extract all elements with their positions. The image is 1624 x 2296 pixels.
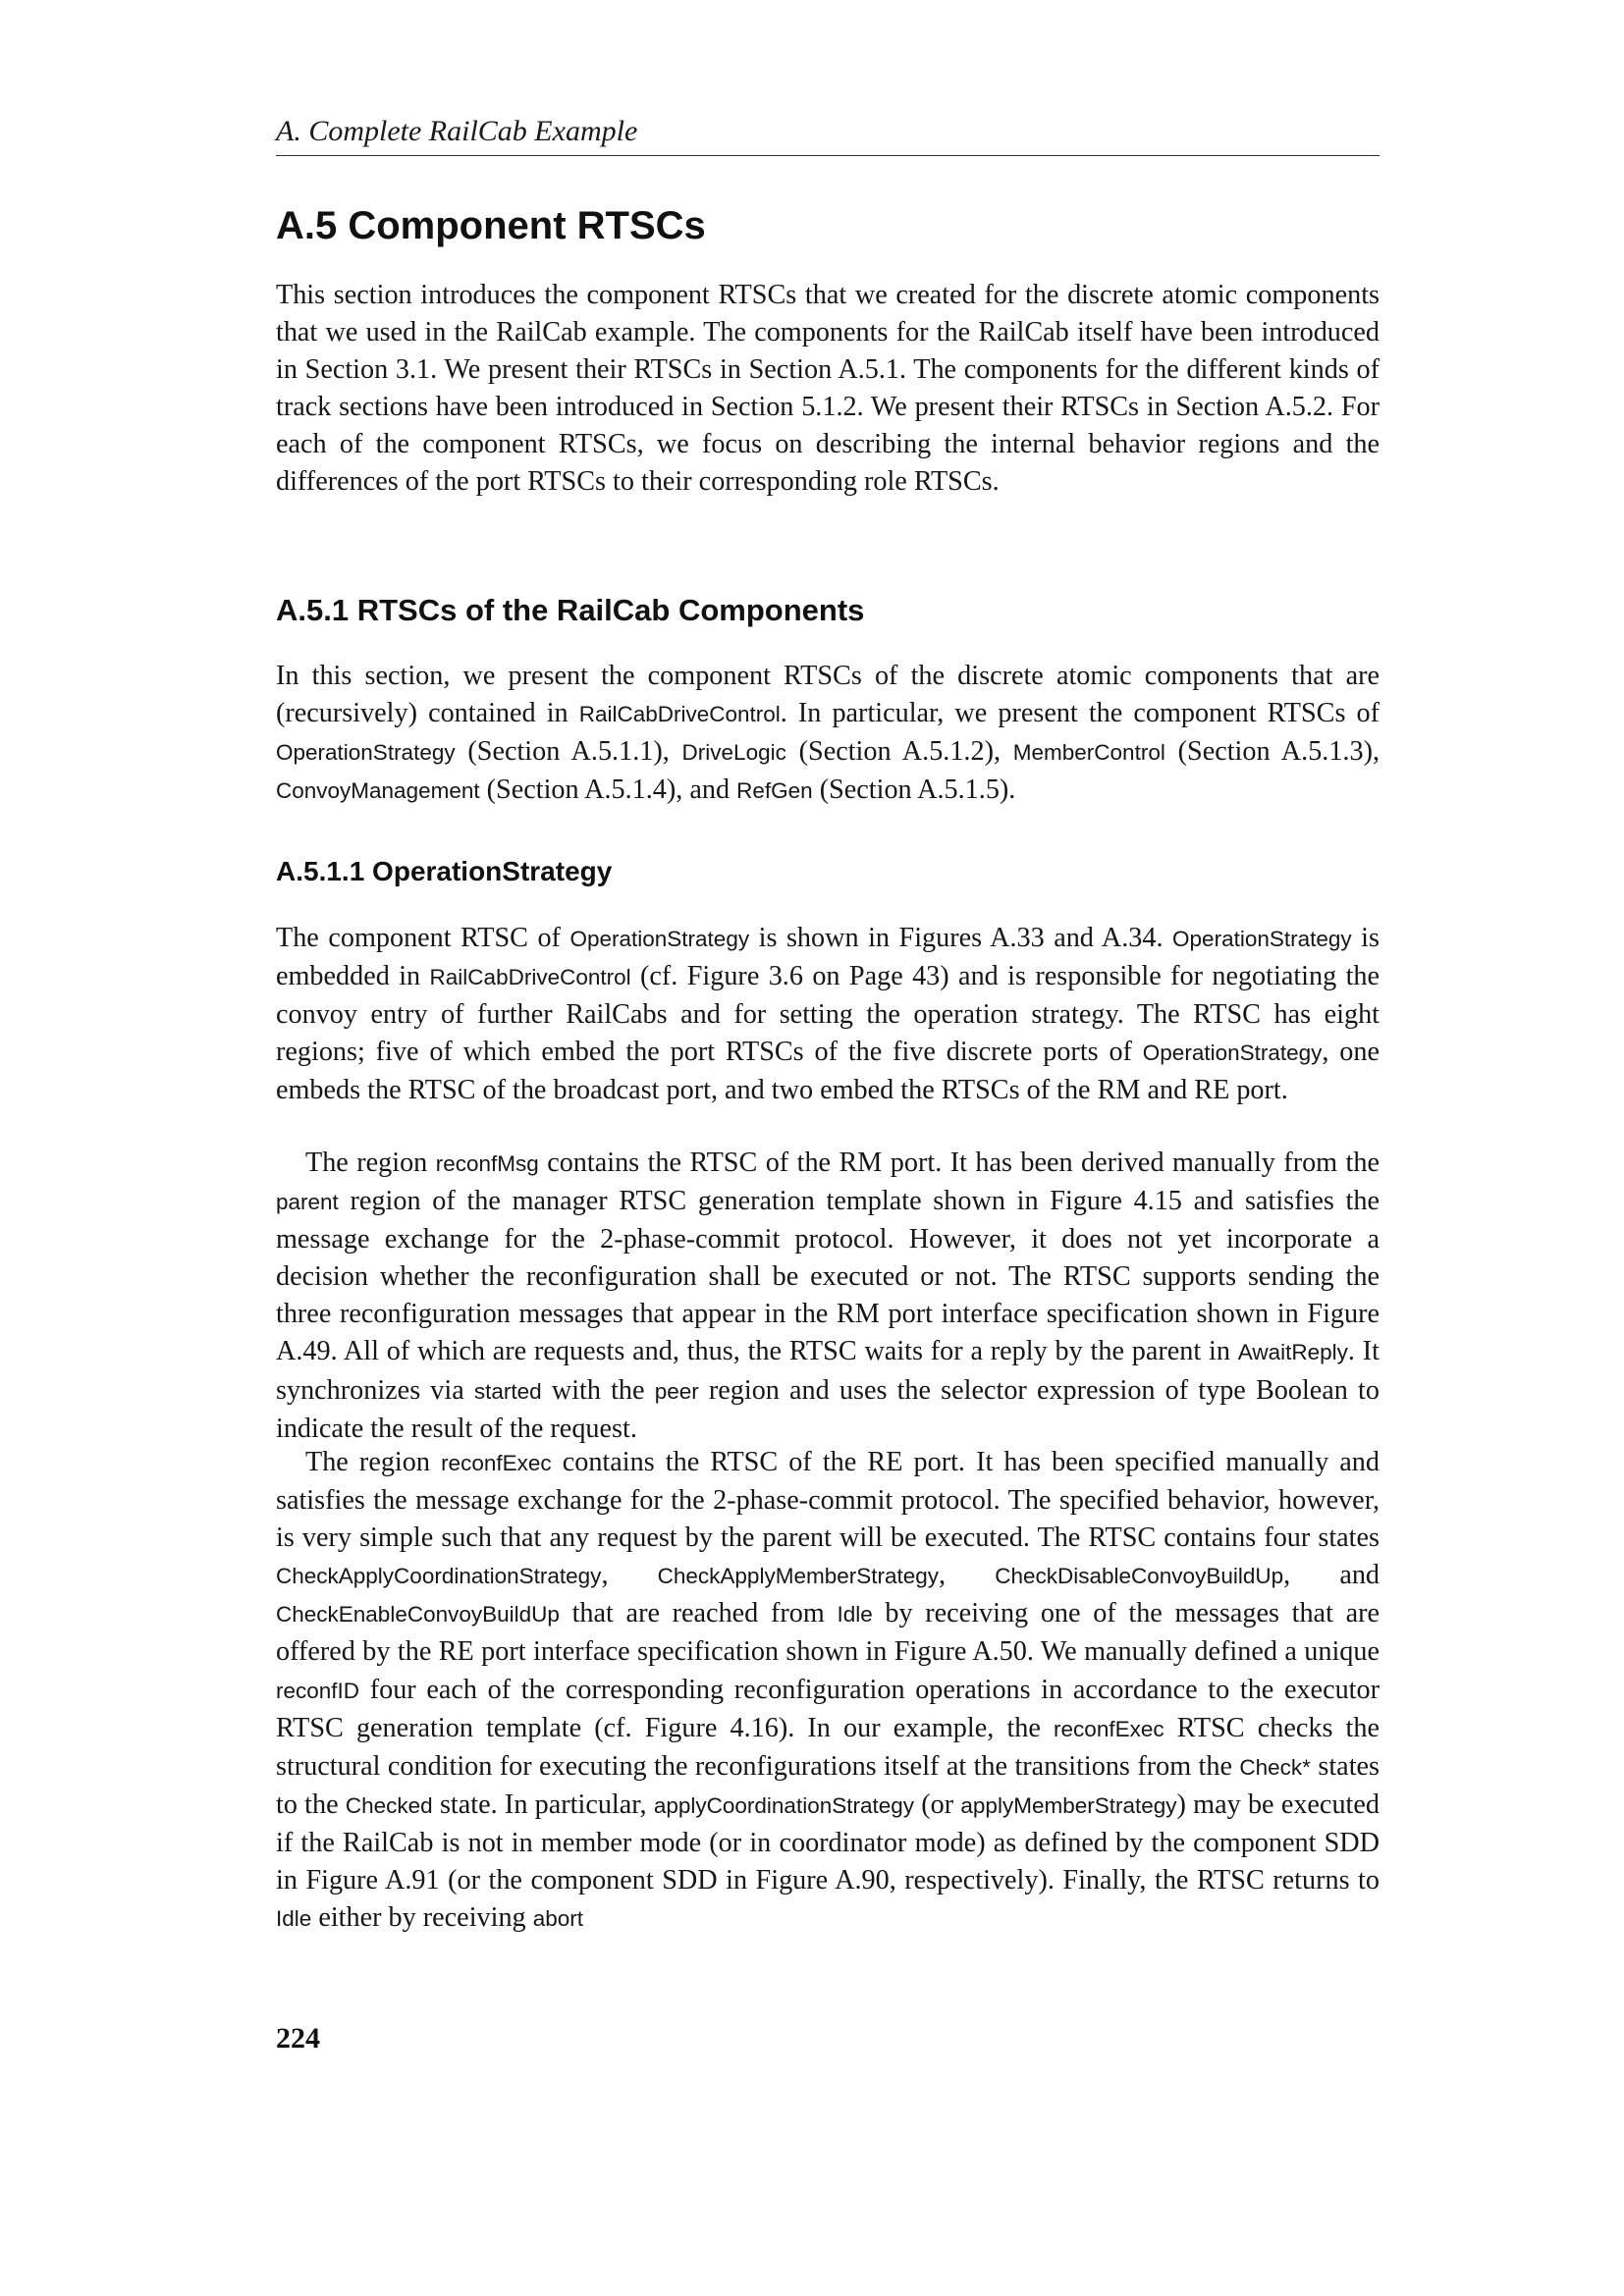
subsection-heading: A.5.1 RTSCs of the RailCab Components	[276, 593, 865, 627]
code-term: applyCoordinationStrategy	[653, 1792, 915, 1818]
operationstrategy-paragraph-3	[276, 1444, 1380, 1938]
text-run: (Section A.5.1.2),	[785, 736, 1013, 768]
text-run: (Section A.5.1.4), and	[479, 774, 737, 806]
text-run: The region	[305, 1148, 436, 1178]
code-term: OperationStrategy	[569, 927, 750, 951]
text-run: (Section A.5.1.5).	[812, 774, 1016, 806]
subsubsection-heading: A.5.1.1 OperationStrategy	[276, 856, 613, 886]
text-run: In this section, we present the component RTSCs of the discrete atomic components that are (recursively) contained in	[276, 661, 1380, 729]
text-run: with the	[541, 1374, 655, 1406]
section-intro-paragraph: This section introduces the component RTSCs that we created for the discrete atomic components that we used in the RailCab example. The components for the RailCab itself have been introduced in Section 3.1. We present their RTSCs in Section A.5.1. The components for the different kinds of track sections have been introduced in Section 5.1.2. We present their RTSCs in Section A.5.2. For each of the component RTSCs, we focus on describing the internal behavior regions and the differences of the port RTSCs to their corresponding role RTSCs.	[276, 280, 1380, 498]
text-run: either by receiving	[311, 1902, 533, 1934]
operationstrategy-paragraph-2	[276, 1145, 1380, 1448]
text-run: , one embeds the RTSC of the broadcast port, and two embed the RTSCs of the RM and RE port.	[276, 1037, 1380, 1106]
code-term: CheckApplyCoordinationStrategy	[276, 1564, 602, 1589]
text-run: ) may be executed if the RailCab is not in member mode (or in coordinator mode) as defined by the component SDD in Figure A.91 (or the component SDD in Figure A.90, respectively). Finally, the RTSC returns to	[276, 1789, 1380, 1896]
text-run: by receiving one of the messages that are offered by the RE port interface specification shown in Figure A.50. We manually defined a unique	[276, 1598, 1380, 1668]
text-run: states to the	[276, 1750, 1380, 1820]
text-run: (Section A.5.1.3),	[1164, 736, 1380, 768]
text-run: region and uses the selector expression of type Boolean to indicate the result of the request.	[276, 1374, 1380, 1444]
code-term: Checked	[345, 1792, 433, 1818]
text-run: contains the RTSC of the RM port. It has been derived manually from the	[538, 1148, 1380, 1178]
code-term: reconfExec	[441, 1451, 552, 1475]
text-run: (or	[914, 1789, 961, 1820]
code-term: CheckEnableConvoyBuildUp	[276, 1602, 560, 1628]
text-run: (cf. Figure 3.6 on Page 43) and is responsible for negotiating the convoy entry of further RailCabs and for setting the operation strategy. The RTSC has eight regions; five of which embed the port RTSCs of the five discrete ports of	[276, 961, 1380, 1068]
text-run: . It synchronizes via	[276, 1336, 1380, 1406]
text-run: that are reached from	[559, 1598, 838, 1629]
code-term: reconfID	[276, 1678, 360, 1703]
text-run: The component RTSC of	[276, 923, 570, 953]
running-head: A. Complete RailCab Example	[276, 114, 1380, 156]
code-term: RefGen	[736, 778, 813, 804]
code-term: started	[473, 1378, 542, 1404]
page-number: 224	[276, 2022, 320, 2055]
code-term: DriveLogic	[681, 740, 786, 766]
code-term: abort	[532, 1906, 583, 1932]
code-term: peer	[654, 1378, 699, 1404]
code-term: Check*	[1239, 1754, 1311, 1780]
text-run: contains the RTSC of the RE port. It has been specified manually and satisfies the message exchange for the 2-phase-commit protocol. The specified behavior, however, is very simple such that any request by the parent will be executed. The RTSC contains four states	[276, 1447, 1380, 1554]
text-run: RTSC checks the structural condition for executing the reconfigurations itself at the transitions from the	[276, 1712, 1380, 1782]
operationstrategy-paragraph-1	[276, 920, 1380, 1109]
code-term: CheckDisableConvoyBuildUp	[995, 1564, 1284, 1589]
code-term: CheckApplyMemberStrategy	[657, 1564, 940, 1589]
text-run: ,	[601, 1560, 658, 1591]
text-run: state. In particular,	[432, 1789, 654, 1820]
text-run: . In particular, we present the component RTSCs of	[780, 698, 1380, 729]
code-term: OperationStrategy	[276, 740, 456, 766]
subsection-paragraph	[276, 658, 1380, 810]
text-run: ,	[939, 1560, 996, 1591]
code-term: AwaitReply	[1237, 1340, 1348, 1365]
text-run: (Section A.5.1.1),	[455, 736, 682, 768]
code-term: OperationStrategy	[1172, 927, 1352, 951]
code-term: Idle	[276, 1906, 312, 1932]
code-term: Idle	[837, 1602, 873, 1628]
text-run: is shown in Figures A.33 and A.34.	[749, 923, 1173, 953]
code-term: MemberControl	[1012, 740, 1165, 766]
code-term: applyMemberStrategy	[960, 1792, 1177, 1818]
section-heading: A.5 Component RTSCs	[276, 204, 706, 247]
text-run: region of the manager RTSC generation template shown in Figure 4.15 and satisfies the message exchange for the 2-phase-commit protocol. However, it does not yet incorporate a decision whether the reconfiguration shall be executed or not. The RTSC supports sending the three reconfiguration messages that appear in the RM port interface specification shown in Figure A.49. All of which are requests and, thus, the RTSC waits for a reply by the parent in	[276, 1186, 1380, 1367]
code-term: reconfMsg	[435, 1151, 539, 1176]
code-term: reconfExec	[1054, 1716, 1164, 1741]
code-term: parent	[276, 1190, 339, 1215]
text-run: four each of the corresponding reconfiguration operations in accordance to the executor RTSC generation template (cf. Figure 4.16). In our example, the	[276, 1674, 1380, 1743]
text-run: The region	[305, 1447, 442, 1477]
code-term: ConvoyManagement	[276, 778, 480, 804]
code-term: OperationStrategy	[1142, 1041, 1323, 1066]
code-term: RailCabDriveControl	[429, 965, 631, 990]
text-run: is embedded in	[276, 923, 1380, 992]
text-run: , and	[1283, 1560, 1380, 1591]
code-term: RailCabDriveControl	[578, 702, 781, 727]
